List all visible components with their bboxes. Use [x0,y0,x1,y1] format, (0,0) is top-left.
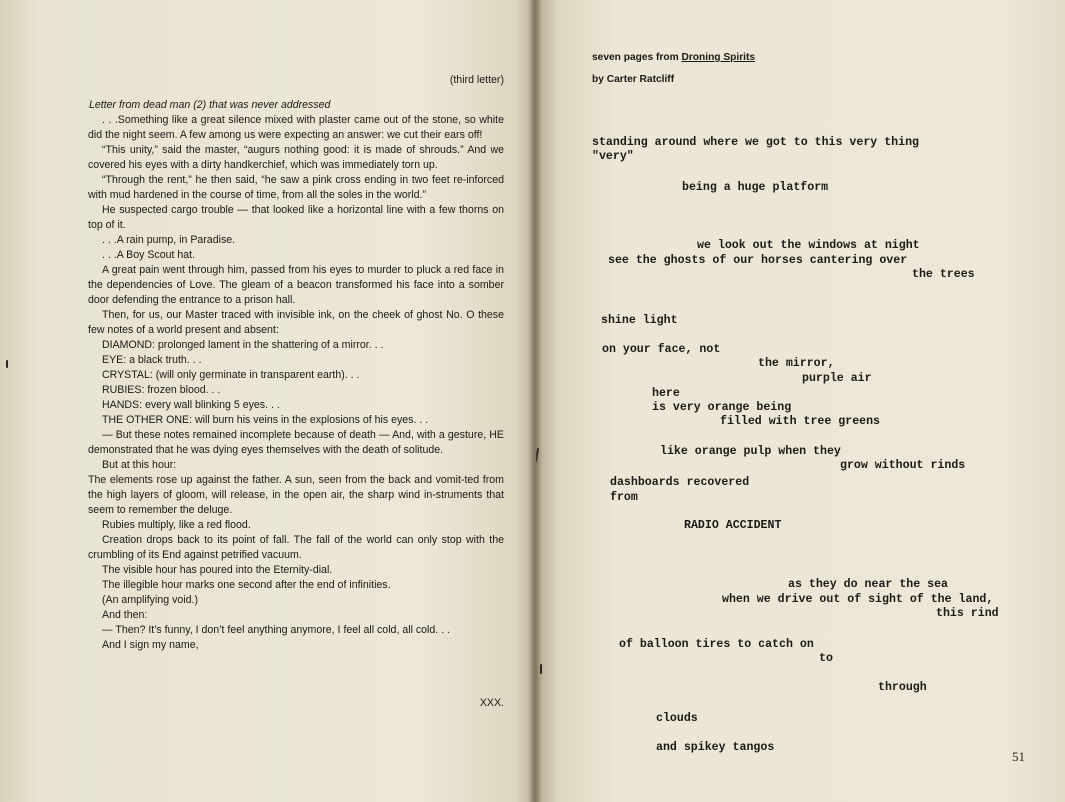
poem-line: dashboards recovered [610,476,750,489]
poem-line: on your face, not [602,343,721,356]
poem-line: RADIO ACCIDENT [684,519,782,532]
right-page [536,0,1065,802]
paragraph: The elements rose up against the father. A sun, seen from the back and vomit-ted from the high layers of gloom, will release, in the open air, the sharp wind in-struments that seem to remember the deluge. [88,474,504,516]
paragraph: And I sign my name, [102,639,199,651]
signature: XXX. [479,697,504,709]
paragraph: He suspected cargo trouble — that looked like a horizontal line with a few thorns on top of it. [88,204,504,231]
paragraph: Then, for us, our Master traced with invisible ink, on the cheek of ghost No. O these few notes of a world present and absent: [88,309,504,336]
paragraph: . . .A rain pump, in Paradise. [102,234,236,246]
paragraph: “Through the rent,” he then said, “he saw a pink cross ending in two feet re-inforced with mud hardened in the course of time, from all the soles in the world.” [88,174,504,201]
poem-line: when we drive out of sight of the land, [722,593,994,606]
paragraph: The illegible hour marks one second after the end of infinities. [102,579,391,591]
paragraph: CRYSTAL: (will only germinate in transparent earth). . . [102,369,360,381]
paragraph: “This unity,” said the master, “augurs nothing good: it is made of shrouds.” And we covered his eyes with a dirty handkerchief, which was immediately torn up. [88,144,504,171]
poem-line: the mirror, [758,357,835,370]
poem-line: shine light [601,314,678,327]
book-title: Droning Spirits [681,52,756,63]
poem-line: filled with tree greens [720,415,881,428]
paragraph: (An amplifying void.) [102,594,198,606]
paragraph: EYE: a black truth. . . [102,354,202,366]
poem-line: clouds [656,712,698,725]
book-gutter [528,0,542,802]
poem-line: standing around where we got to this very thing [592,136,919,149]
paragraph: Rubies multiply, like a red flood. [102,519,251,531]
header-prefix: seven pages from [592,52,679,63]
poem-line: from [610,491,638,504]
poem-line: of balloon tires to catch on [619,638,814,651]
paragraph: THE OTHER ONE: will burn his veins in the explosions of his eyes. . . [102,414,429,426]
paragraph: DIAMOND: prolonged lament in the shattering of a mirror. . . [102,339,384,351]
poem-line: purple air [802,372,872,385]
paragraph: RUBIES: frozen blood. . . [102,384,221,396]
paragraph: HANDS: every wall blinking 5 eyes. . . [102,399,280,411]
paragraph: But at this hour: [102,459,177,471]
page-number: 51 [1012,749,1025,764]
paragraph: — Then? It’s funny, I don’t feel anything anymore, I feel all cold, all cold. . . [102,624,451,636]
poem-line: is very orange being [652,401,792,414]
poem-line: to [819,652,833,665]
paragraph: A great pain went through him, passed from his eyes to murder to pluck a red face in the dependencies of Love. The gleam of a beacon transformed his face into a somber door defending the entrance to a prison hall. [88,264,504,306]
letter-title: Letter from dead man (2) that was never addressed [89,99,331,111]
letter-body [88,113,504,653]
poem-line: grow without rinds [840,459,966,472]
poem-line: as they do near the sea [788,578,949,591]
paragraph: . . .Something like a great silence mixed with plaster came out of the stone, so white did the night seem. A few among us were expecting an answer: we cut their ears off! [88,114,504,141]
poem-line: "very" [592,150,634,163]
paragraph: . . .A Boy Scout hat. [102,249,196,261]
poem-line: this rind [936,607,999,620]
poem-line: like orange pulp when they [660,445,841,458]
paragraph: The visible hour has poured into the Eternity-dial. [102,564,333,576]
poem-line: through [878,681,927,694]
poem [536,0,1065,802]
poem-line: the trees [912,268,975,281]
poem-line: see the ghosts of our horses cantering over [608,254,908,267]
author-line: by Carter Ratcliff [592,74,675,85]
poem-line: we look out the windows at night [697,239,920,252]
paragraph: And then: [102,609,148,621]
page-header: (third letter) [449,74,504,86]
poem-line: and spikey tangos [656,741,775,754]
poem-line: being a huge platform [682,181,829,194]
poem-line: here [652,387,680,400]
margin-mark [6,360,8,368]
paragraph: — But these notes remained incomplete because of death — And, with a gesture, HE demonstrated that he was dying eyes themselves with the death of solitude. [88,429,504,456]
paragraph: Creation drops back to its point of fall. The fall of the world can only stop with the crumbling of its End against petrified vacuum. [88,534,504,561]
